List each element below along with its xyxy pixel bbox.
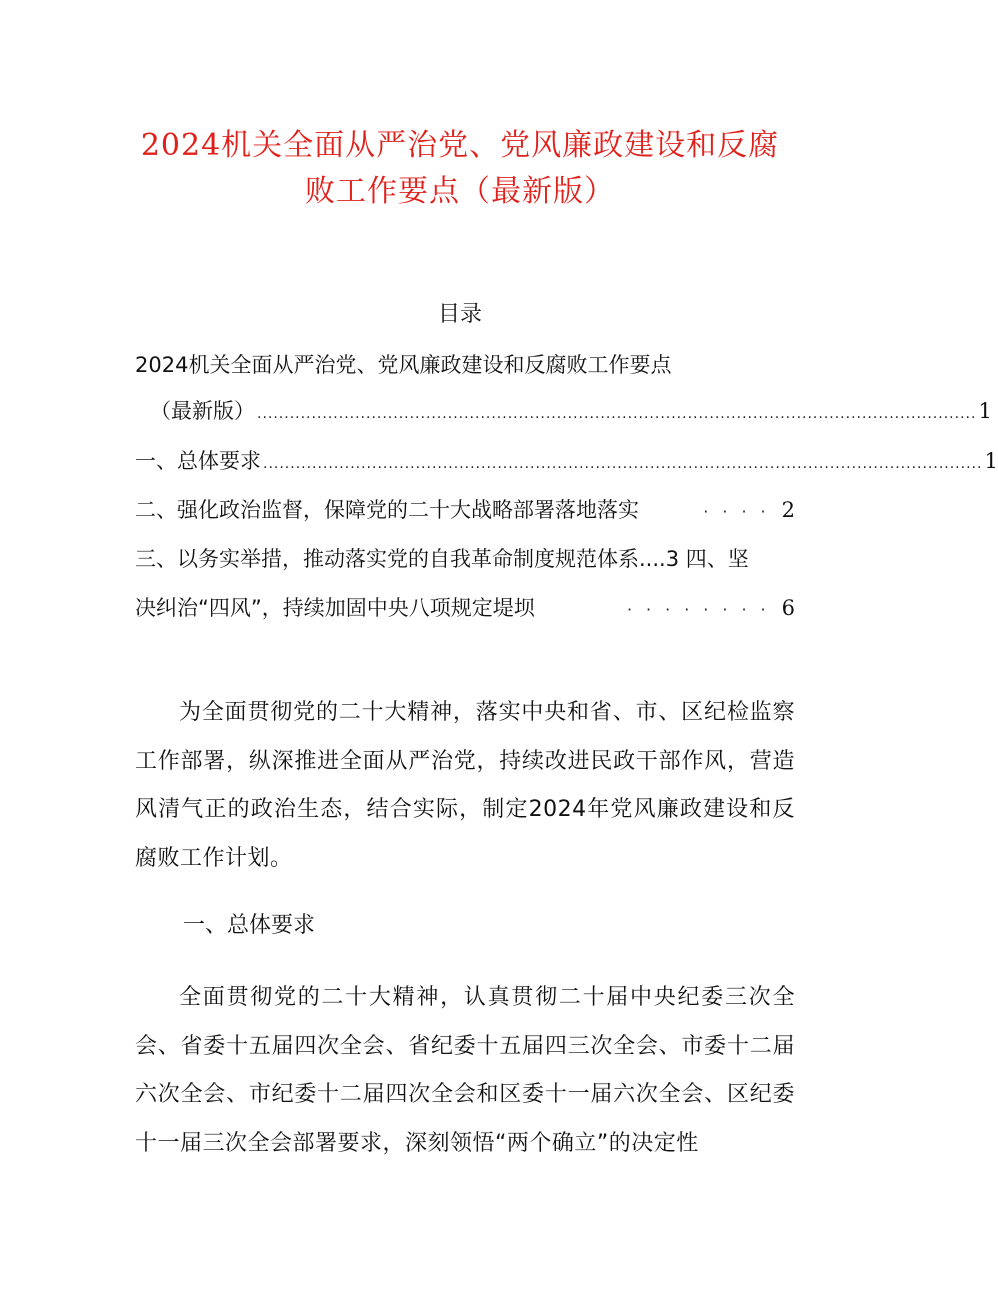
toc-page-number: 2 xyxy=(781,498,795,522)
toc-entry-3[interactable] xyxy=(135,492,795,528)
toc-entry-label: 一、总体要求 xyxy=(135,449,261,473)
section-heading-general-requirements: 一、总体要求 xyxy=(183,913,316,938)
intro-paragraph: 为全面贯彻党的二十大精神，落实中央和省、市、区纪检监察工作部署，纵深推进全面从严治党，持续改进民政干部作风，营造风清气正的政治生态，结合实际，制定2024年党风廉政建设和反腐败工作计划。 xyxy=(135,700,795,871)
section1-paragraph: 全面贯彻党的二十大精神，认真贯彻二十届中央纪委三次全会、省委十五届四次全会、省纪委十五届四三次全会、市委十二届六次全会、市纪委十二届四次全会和区委十一届六次全会、区纪委十一届三次全会部署要求，深刻领悟“两个确立”的决定性 xyxy=(135,985,795,1156)
toc-leader-dots: .................................................................................................................................... xyxy=(263,456,983,472)
toc-leader-dots: ···· xyxy=(703,502,780,521)
section1-paragraph-block xyxy=(135,974,795,1168)
toc-entry-4[interactable] xyxy=(135,541,805,577)
toc-entry-1-line2[interactable] xyxy=(150,393,992,429)
toc-entry-5[interactable] xyxy=(135,590,795,626)
document-title-line2: 败工作要点（最新版） xyxy=(305,174,615,209)
toc-entry-label: 三、以务实举措，推动落实党的自我革命制度规范体系....3 四、坚 xyxy=(135,547,749,571)
document-title-line1: 2024机关全面从严治党、党风廉政建设和反腐 xyxy=(140,128,780,163)
toc-heading: 目录 xyxy=(437,302,482,327)
toc-entry-label: 二、强化政治监督，保障党的二十大战略部署落地落实 xyxy=(135,498,639,522)
toc-leader-dots: .................................................................................................................................... xyxy=(257,406,977,422)
toc-entry-label: （最新版） xyxy=(150,399,255,423)
toc-page-number: 1 xyxy=(978,399,992,423)
toc-entry-2[interactable] xyxy=(135,443,998,479)
toc-page-number: 6 xyxy=(781,596,795,620)
toc-leader-dots: ········ xyxy=(626,600,780,619)
toc-entry-1-line1[interactable] xyxy=(135,347,795,383)
toc-entry-label: 决纠治“四风”，持续加固中央八项规定堤坝 xyxy=(135,596,535,620)
toc-entry-label: 2024机关全面从严治党、党风廉政建设和反腐败工作要点 xyxy=(135,353,672,377)
toc-page-number: 1 xyxy=(984,449,998,473)
intro-paragraph-block xyxy=(135,689,795,883)
